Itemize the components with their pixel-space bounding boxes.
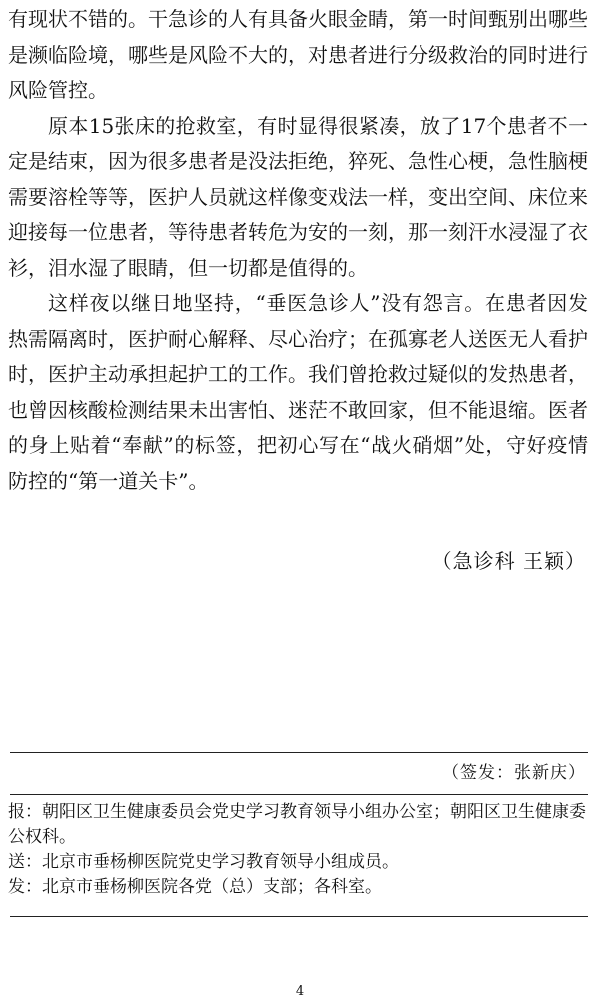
article-body — [8, 2, 588, 499]
distribution-list — [8, 800, 588, 900]
page-number: 4 — [295, 984, 305, 999]
paragraph-continued: 有现状不错的。干急诊的人有具备火眼金睛，第一时间甄别出哪些是濒临险境，哪些是风险不大的，对患者进行分级救治的同时进行风险管控。 — [8, 7, 588, 102]
paragraph-resuscitation-room: 原本15张床的抢救室，有时显得很紧凑，放了17个患者不一定是结束，因为很多患者是没法拒绝，猝死、急性心梗，急性脑梗需要溶栓等等，医护人员就这样像变戏法一样，变出空间、床位来迎接每一位患者，等待患者转危为安的一刻，那一刻汗水浸湿了衣衫，泪水湿了眼睛，但一切都是值得的。 — [8, 113, 588, 280]
divider-middle — [10, 794, 588, 795]
author-byline: （急诊科 王颖） — [431, 549, 586, 573]
divider-top — [10, 752, 588, 753]
paragraph-dedication: 这样夜以继日地坚持，“垂医急诊人”没有怨言。在患者因发热需隔离时，医护耐心解释、尽心治疗；在孤寡老人送医无人看护时，医护主动承担起护工的工作。我们曾抢救过疑似的发热患者，也曾因核酸检测结果未出害怕、迷茫不敢回家，但不能退缩。医者的身上贴着“奉献”的标签，把初心写在“战火硝烟”处，守好疫情防控的“第一道关卡”。 — [8, 291, 588, 493]
signoff: （签发：张新庆） — [442, 763, 586, 783]
distribution-issue-to: 发：北京市垂杨柳医院各党（总）支部；各科室。 — [8, 877, 382, 897]
distribution-send-to: 送：北京市垂杨柳医院党史学习教育领导小组成员。 — [8, 852, 399, 872]
distribution-report-to: 报：朝阳区卫生健康委员会党史学习教育领导小组办公室；朝阳区卫生健康委公权科。 — [8, 802, 586, 847]
divider-bottom — [10, 916, 588, 917]
